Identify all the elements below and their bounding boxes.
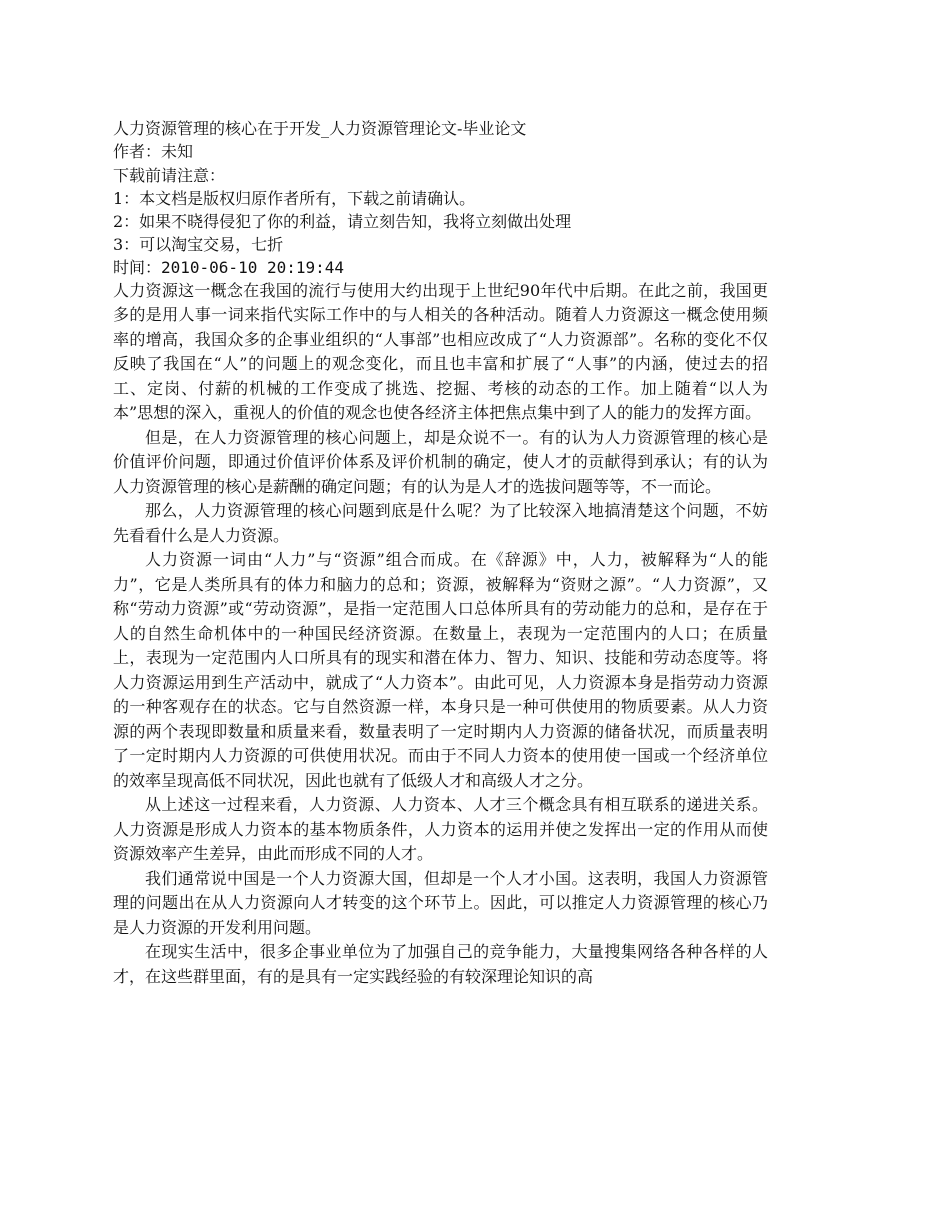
paragraph: 但是，在人力资源管理的核心问题上，却是众说不一。有的认为人力资源管理的核心是价值评价问题，即通过价值评价体系及评价机制的确定，使人才的贡献得到承认；有的认为人力资源管理的核心是薪酬的确定问题；有的认为是人才的选拔问题等等，不一而论。 (113, 427, 768, 496)
paragraph: 人力资源一词由“人力”与“资源”组合而成。在《辞源》中，人力，被解释为“人的能力”，它是人类所具有的体力和脑力的总和；资源，被解释为“资财之源”。“人力资源”，又称“劳动力资源”或“劳动资源”，是指一定范围人口总体所具有的劳动能力的总和，是存在于人的自然生命机体中的一种国民经济资源。在数量上，表现为一定范围内的人口；在质量上，表现为一定范围内人口所具有的现实和潜在体力、智力、知识、技能和劳动态度等。将人力资源运用到生产活动中，就成了“人力资本”。由此可见，人力资源本身是指劳动力资源的一种客观存在的状态。它与自然资源一样，本身只是一种可供使用的物质要素。从人力资源的两个表现即数量和质量来看，数量表明了一定时期内人力资源的储备状况，而质量表明了一定时期内人力资源的可供使用状况。而由于不同人力资本的使用使一国或一个经济单位的效率呈现高低不同状况，因此也就有了低级人才和高级人才之分。 (113, 550, 768, 790)
paragraph: 在现实生活中，很多企事业单位为了加强自己的竞争能力，大量搜集网络各种各样的人才，在这些群里面，有的是具有一定实践经验的有较深理论知识的高 (113, 942, 768, 986)
document-title: 人力资源管理的核心在于开发_人力资源管理论文-毕业论文 (113, 119, 527, 138)
paragraph: 人力资源这一概念在我国的流行与使用大约出现于上世纪90年代中后期。在此之前，我国更多的是用人事一词来指代实际工作中的与人相关的各种活动。随着人力资源这一概念使用频率的增高，我国众多的企事业组织的“人事部”也相应改成了“人力资源部”。名称的变化不仅反映了我国在“人”的问题上的观念变化，而且也丰富和扩展了“人事”的内涵，使过去的招工、定岗、付薪的机械的工作变成了挑选、挖掘、考核的动态的工作。加上随着“以人为本”思想的深入，重视人的价值的观念也使各经济主体把焦点集中到了人的能力的发挥方面。 (113, 280, 768, 423)
notice-item: 3：可以淘宝交易，七折 (113, 235, 284, 255)
notice-item: 1：本文档是版权归原作者所有，下载之前请确认。 (113, 188, 476, 208)
notice-heading: 下载前请注意： (113, 165, 226, 185)
timestamp-line: 时间：2010-06-10 20:19:44 (113, 257, 345, 277)
paragraph: 从上述这一过程来看，人力资源、人力资本、人才三个概念具有相互联系的递进关系。人力资源是形成人力资本的基本物质条件，人力资本的运用并使之发挥出一定的作用从而使资源效率产生差异，由此而形成不同的人才。 (113, 795, 768, 864)
author-line: 作者：未知 (113, 142, 194, 162)
document-page (113, 117, 768, 989)
article-body (113, 279, 768, 990)
paragraph: 那么，人力资源管理的核心问题到底是什么呢？为了比较深入地搞清楚这个问题，不妨先看看什么是人力资源。 (113, 501, 768, 545)
notice-item: 2：如果不晓得侵犯了你的利益，请立刻告知，我将立刻做出处理 (113, 212, 572, 232)
paragraph: 我们通常说中国是一个人力资源大国，但却是一个人才小国。这表明，我国人力资源管理的问题出在从人力资源向人才转变的这个环节上。因此，可以推定人力资源管理的核心乃是人力资源的开发利用问题。 (113, 868, 768, 937)
